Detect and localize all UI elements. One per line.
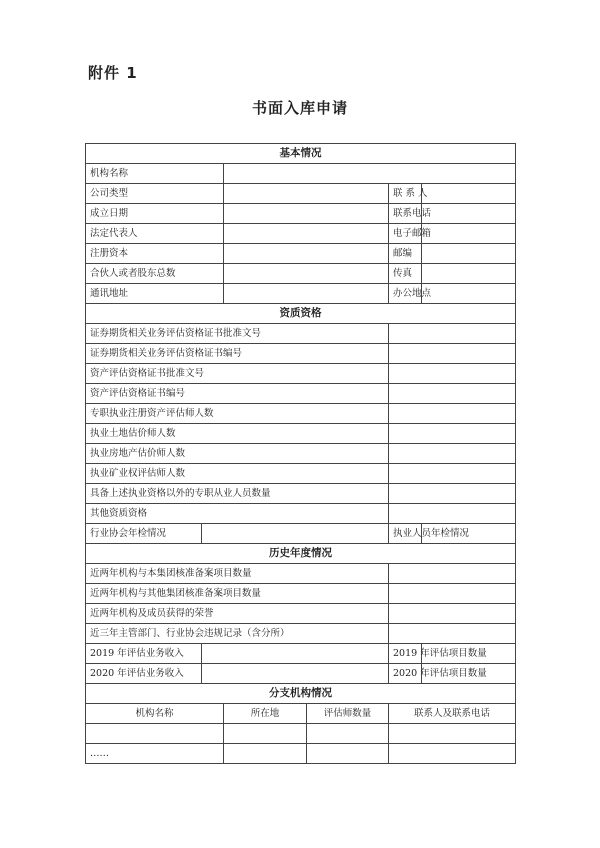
company-type-label: 公司类型 — [86, 184, 224, 204]
postcode-label: 邮编 — [389, 244, 422, 264]
attachment-label: 附件 1 — [88, 64, 138, 82]
company-type-field[interactable] — [224, 184, 389, 204]
qual-item: 具备上述执业资格以外的专职从业人员数量 — [86, 484, 389, 504]
contact-person-label: 联 系 人 — [389, 184, 422, 204]
address-label: 通讯地址 — [86, 284, 224, 304]
email-label: 电子邮箱 — [389, 224, 422, 244]
branch-appraisers-cell[interactable] — [307, 724, 389, 744]
history-value[interactable] — [389, 604, 516, 624]
annual-check-label: 行业协会年检情况 — [86, 524, 202, 544]
office-label: 办公地点 — [389, 284, 422, 304]
qual-item: 执业房地产估价师人数 — [86, 444, 389, 464]
history-value[interactable] — [389, 584, 516, 604]
col-location: 所在地 — [224, 704, 307, 724]
qual-value[interactable] — [389, 384, 516, 404]
history-item: 近两年机构与其他集团核准备案项目数量 — [86, 584, 389, 604]
qual-value[interactable] — [389, 344, 516, 364]
history-item: 近两年机构与本集团核准备案项目数量 — [86, 564, 389, 584]
email-field[interactable] — [422, 224, 516, 244]
section-branch: 分支机构情况 — [86, 684, 516, 704]
legal-rep-label: 法定代表人 — [86, 224, 224, 244]
founded-date-label: 成立日期 — [86, 204, 224, 224]
qual-item: 证券期货相关业务评估资格证书批准文号 — [86, 324, 389, 344]
history-value[interactable] — [389, 624, 516, 644]
fax-field[interactable] — [422, 264, 516, 284]
revenue-2020-field[interactable] — [202, 664, 389, 684]
contact-person-field[interactable] — [422, 184, 516, 204]
capital-label: 注册资本 — [86, 244, 224, 264]
org-name-field[interactable] — [224, 164, 516, 184]
qual-value[interactable] — [389, 504, 516, 524]
qual-item: 资产评估资格证书编号 — [86, 384, 389, 404]
application-form — [85, 143, 516, 764]
phone-field[interactable] — [422, 204, 516, 224]
branch-name-cell[interactable] — [86, 724, 224, 744]
partners-field[interactable] — [224, 264, 389, 284]
qual-value[interactable] — [389, 484, 516, 504]
fax-label: 传真 — [389, 264, 422, 284]
capital-field[interactable] — [224, 244, 389, 264]
col-branch-name: 机构名称 — [86, 704, 224, 724]
history-value[interactable] — [389, 564, 516, 584]
col-appraisers: 评估师数量 — [307, 704, 389, 724]
branch-contact-cell[interactable] — [389, 724, 516, 744]
postcode-field[interactable] — [422, 244, 516, 264]
projects-2020-label: 2020 年评估项目数量 — [389, 664, 422, 684]
qual-item: 其他资质资格 — [86, 504, 389, 524]
qual-item: 证券期货相关业务评估资格证书编号 — [86, 344, 389, 364]
qual-item: 执业土地估价师人数 — [86, 424, 389, 444]
revenue-2020-label: 2020 年评估业务收入 — [86, 664, 202, 684]
qual-value[interactable] — [389, 324, 516, 344]
qual-value[interactable] — [389, 464, 516, 484]
col-contact: 联系人及联系电话 — [389, 704, 516, 724]
branch-ellipsis: …… — [86, 744, 224, 764]
section-qualification: 资质资格 — [86, 304, 516, 324]
section-history: 历史年度情况 — [86, 544, 516, 564]
history-item: 近两年机构及成员获得的荣誉 — [86, 604, 389, 624]
qual-item: 专职执业注册资产评估师人数 — [86, 404, 389, 424]
branch-contact-cell[interactable] — [389, 744, 516, 764]
qual-item: 资产评估资格证书批准文号 — [86, 364, 389, 384]
revenue-2019-field[interactable] — [202, 644, 389, 664]
projects-2019-label: 2019 年评估项目数量 — [389, 644, 422, 664]
section-basic: 基本情况 — [86, 144, 516, 164]
office-field[interactable] — [422, 284, 516, 304]
address-field[interactable] — [224, 284, 389, 304]
history-item: 近三年主管部门、行业协会违规记录（含分所） — [86, 624, 389, 644]
partners-label: 合伙人或者股东总数 — [86, 264, 224, 284]
staff-check-label: 执业人员年检情况 — [389, 524, 422, 544]
founded-date-field[interactable] — [224, 204, 389, 224]
phone-label: 联系电话 — [389, 204, 422, 224]
annual-check-field[interactable] — [202, 524, 389, 544]
branch-appraisers-cell[interactable] — [307, 744, 389, 764]
qual-value[interactable] — [389, 424, 516, 444]
branch-location-cell[interactable] — [224, 724, 307, 744]
document-title: 书面入库申请 — [251, 99, 348, 117]
qual-item: 执业矿业权评估师人数 — [86, 464, 389, 484]
qual-value[interactable] — [389, 364, 516, 384]
org-name-label: 机构名称 — [86, 164, 224, 184]
qual-value[interactable] — [389, 404, 516, 424]
legal-rep-field[interactable] — [224, 224, 389, 244]
revenue-2019-label: 2019 年评估业务收入 — [86, 644, 202, 664]
branch-location-cell[interactable] — [224, 744, 307, 764]
qual-value[interactable] — [389, 444, 516, 464]
